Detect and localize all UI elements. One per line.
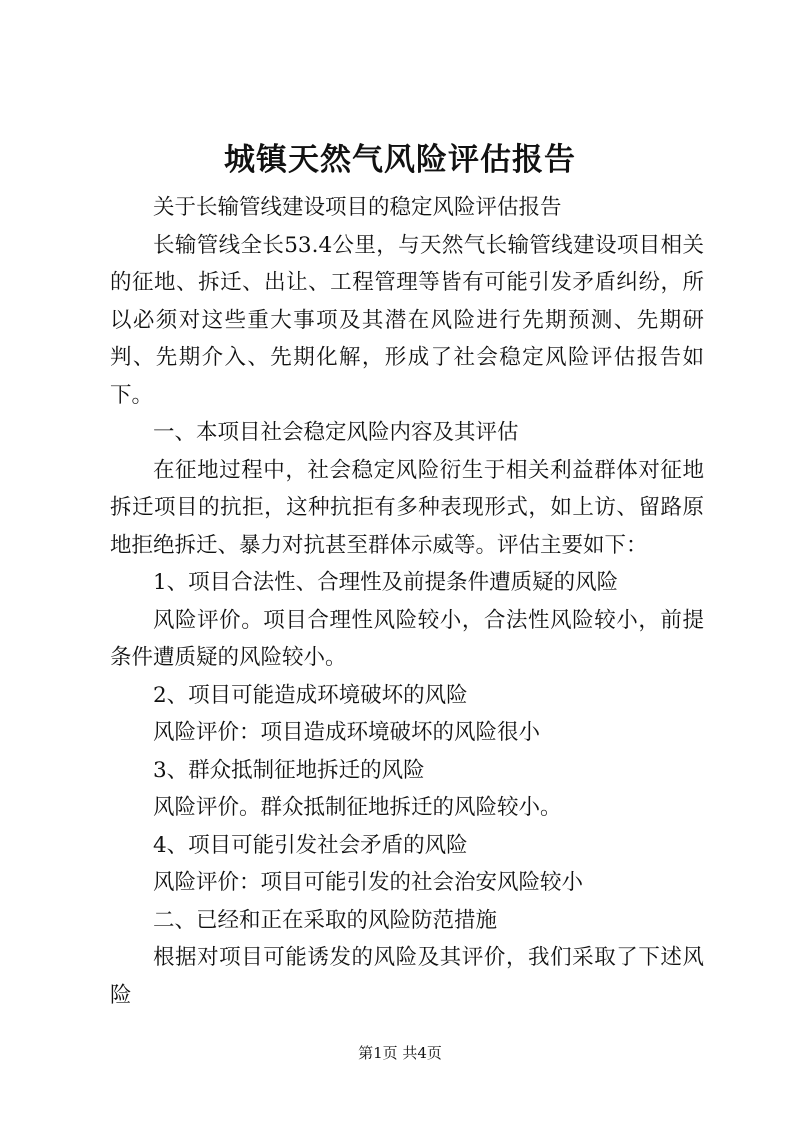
paragraph-intro: 长输管线全长53.4公里，与天然气长输管线建设项目相关的征地、拆迁、出让、工程管理等皆有可能引发矛盾纠纷，所以必须对这些重大事项及其潜在风险进行先期预测、先期研判、先期介入、先期化解，形成了社会稳定风险评估报告如下。	[110, 232, 704, 408]
risk-item-3-evaluation: 风险评价。群众抵制征地拆迁的风险较小。	[153, 795, 562, 820]
paragraph-land-acquisition: 在征地过程中，社会稳定风险衍生于相关利益群体对征地拆迁项目的抗拒，这种抗拒有多种表现形式，如上访、留路原地拒绝拆迁、暴力对抗甚至群体示威等。评估主要如下：	[110, 457, 704, 558]
paragraph-subtitle: 关于长输管线建设项目的稳定风险评估报告	[153, 195, 562, 220]
risk-item-3-heading: 3、群众抵制征地拆迁的风险	[153, 757, 425, 783]
section-heading-1: 一、本项目社会稳定风险内容及其评估	[153, 420, 519, 445]
document-title: 城镇天然气风险评估报告	[224, 142, 576, 178]
risk-item-2-heading: 2、项目可能造成环境破坏的风险	[153, 682, 468, 708]
risk-item-4-evaluation: 风险评价：项目可能引发的社会治安风险较小	[153, 870, 584, 895]
risk-item-4-heading: 4、项目可能引发社会矛盾的风险	[153, 832, 468, 858]
paragraph-measures: 根据对项目可能诱发的风险及其评价，我们采取了下述风险	[110, 945, 704, 1008]
risk-item-1-heading: 1、项目合法性、合理性及前提条件遭质疑的风险	[153, 570, 619, 595]
section-heading-2: 二、已经和正在采取的风险防范措施	[153, 907, 498, 933]
document-body	[110, 189, 704, 1014]
risk-item-1-evaluation: 风险评价。项目合理性风险较小，合法性风险较小，前提条件遭质疑的风险较小。	[110, 607, 704, 670]
page-number-footer: 第1页 共4页	[358, 1044, 442, 1062]
risk-item-2-evaluation: 风险评价：项目造成环境破坏的风险很小	[153, 720, 541, 745]
